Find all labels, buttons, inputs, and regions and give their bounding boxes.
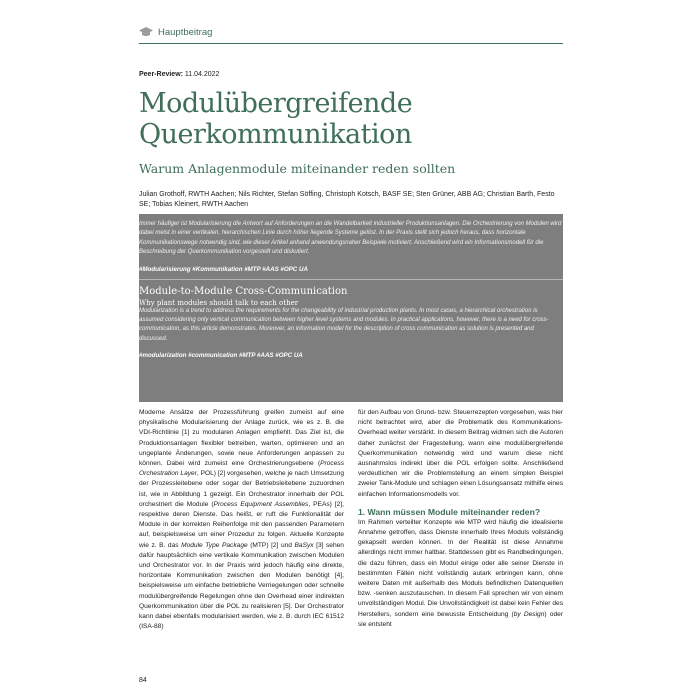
section-header — [139, 22, 563, 42]
abstract-divider — [139, 279, 563, 280]
title-line-2: Querkommunikation — [139, 119, 412, 150]
peer-review-line — [139, 71, 219, 78]
body-emphasis: by Design — [513, 610, 545, 618]
body-paragraph — [139, 408, 344, 632]
body-column-right — [358, 408, 563, 632]
section-heading: 1. Wann müssen Module miteinander reden? — [358, 506, 541, 517]
body-text: , PEAs) [2], respektive deren Dienste. Das heißt, er ruft die Funktionalität der Module in der korrekten Reihenfolge mit den passenden Parametern auf, beispielsweise um einer Prozedur zu folgen. Aktuelle Konzepte wie z. B. das — [139, 500, 344, 549]
page-number: 84 — [139, 677, 147, 684]
body-columns — [139, 408, 563, 632]
author-list: Julian Grothoff, RWTH Aachen; Nils Richter, Stefan Söffing, Christoph Kotsch, BASF SE; Sten Grüner, ABB AG; Christian Barth, Festo SE; Tobias Kleinert, RWTH Aachen — [139, 191, 555, 208]
peer-review-label: Peer-Review: — [139, 71, 183, 78]
abstract-de-tags: #Modularisierung #Kommunikation #MTP #AAS #OPC UA — [139, 265, 308, 273]
abstract-de-text: Immer häufiger ist Modularisierung die Antwort auf Anforderungen an die Wandelbarkeit industrieller Produktionsanlagen. Die Orchestrierung von Modulen wird dabei meist in einer vertikalen, hierarchischen Linie durch höher liegende Systeme gelöst. In der Praxis stellt sich jedoch heraus, dass horizontale Kommunikationswege notwendig sind, wie dieser Artikel anhand anwendungsnaher Beispiele motiviert. Anschließend wird ein Informationsmodell für die Beschreibung der Querkommunikation vorgestellt und diskutiert. — [139, 221, 562, 256]
article-subtitle: Warum Anlagenmodule miteinander reden sollten — [139, 161, 456, 176]
body-text: ) oder sie entsteht — [358, 610, 563, 628]
abstract-en-title: Module-to-Module Cross-Communication — [139, 285, 348, 297]
body-text: Im Rahmen verteilter Konzepte wie MTP wird häufig die idealisierte Annahme getroffen, dass Dienste innerhalb Ihres Moduls vollständig gekapselt werden können. In der Realität ist diese Annahme allerdings nicht immer haltbar. Stattdessen gibt es Randbedingungen, die dazu führen, dass ein Modul einige oder alle seiner Dienste in bestimmten Fällen nicht vollständig autark erbringen kann, ohne weitere Daten mit außerhalb des Moduls befindlichen Datenquellen bzw. -senken auszutauschen. In diesem Fall sprechen wir von einem unvollständigen Modul. Die Unvollständigkeit ist dabei kein Fehler des Herstellers, sondern eine bewusste Entscheidung ( — [358, 518, 563, 618]
body-text: [3] sehen dafür hauptsächlich eine vertikale Kommunikation zwischen Modulen und Orchestrator vor. In der Praxis wird jedoch häufig eine direkte, horizontale Kommunikation zwischen den Modulen benötigt [4], beispielsweise um einfache betriebliche Verriegelungen oder schnelle modulübergreifende Regelungen ohne den Overhead einer indirekten Querkommunikation über die POL zu realisieren [5]. Der Orchestrator kann dabei ebenfalls modularisiert werden, wie z. B. durch IEC 61512 (ISA-88) — [139, 541, 344, 631]
body-emphasis: Module Type Package — [181, 541, 248, 549]
body-text: , POL) [2] vorgesehen, welche je nach Umsetzung der Prozessleitebene oder sogar der Betriebsleitebene zuzuordnen ist, wie in Abbildung 1 gezeigt. Ein Orchestrator innerhalb der POL orchestriert die Module ( — [139, 470, 344, 508]
body-emphasis: Process Orchestration Layer — [139, 460, 344, 478]
peer-review-date: 11.04.2022 — [184, 71, 220, 78]
body-emphasis: BaSyx — [294, 541, 314, 549]
abstract-box — [139, 214, 563, 402]
abstract-en-text: Modularization is a trend to address the requirements for the changeability of industrial production plants. In most cases, a hierarchical orchestration is assumed considering only vertical communication between higher level systems and modules. In practical applications, however, there is a need for cross-communication, as this article demonstrates. Moreover, an information model for the description of cross communication as solution is presented and discussed. — [139, 307, 549, 342]
article-title — [139, 88, 569, 150]
body-paragraph: für den Aufbau von Grund- bzw. Steuerrezepten vorgesehen, was hier nicht betrachtet wird, aber die Problematik des Kommunikations-Overhead weiter verstärkt. In diesem Beitrag widmen sich die Autoren daher zunächst der Fragestellung, wann eine modulübergreifende Querkommunikation notwendig wird und warum diese nicht ausnahmslos indirekt über die POL erfolgen sollte. Anschließend verdeutlichen wir die Problemstellung an einem simplen Beispiel zweier Tank-Module und schlagen einen Lösungsansatz mithilfe eines einfachen Informationsmodells vor. — [358, 409, 563, 498]
abstract-en-tags: #modularization #communication #MTP #AAS #OPC UA — [139, 352, 303, 360]
body-column-left — [139, 408, 344, 632]
section-label: Hauptbeitrag — [158, 26, 213, 38]
title-line-1: Modulübergreifende — [139, 88, 413, 119]
body-text: Moderne Ansätze der Prozessführung greifen zumeist auf eine physikalische Modularisierung der Anlage zurück, wie es z. B. die VDI-Richtlinie [1] zu modularen Anlagen empfiehlt. Das Ziel ist, die Produktionsanlagen flexibler betreiben, warten, optimieren und an ungeplante Änderungen, sowie neue Anforderungen anpassen zu können. Dabei wird zumeist eine Orchestrierungsebene ( — [139, 409, 344, 468]
header-divider — [139, 43, 563, 44]
body-paragraph — [358, 518, 563, 630]
abstract-en-subtitle: Why plant modules should talk to each other — [139, 298, 299, 307]
body-text: (MTP) [2] und — [247, 541, 295, 549]
graduation-cap-icon — [139, 27, 153, 37]
body-emphasis: Process Equipment Assemblies — [213, 500, 309, 508]
